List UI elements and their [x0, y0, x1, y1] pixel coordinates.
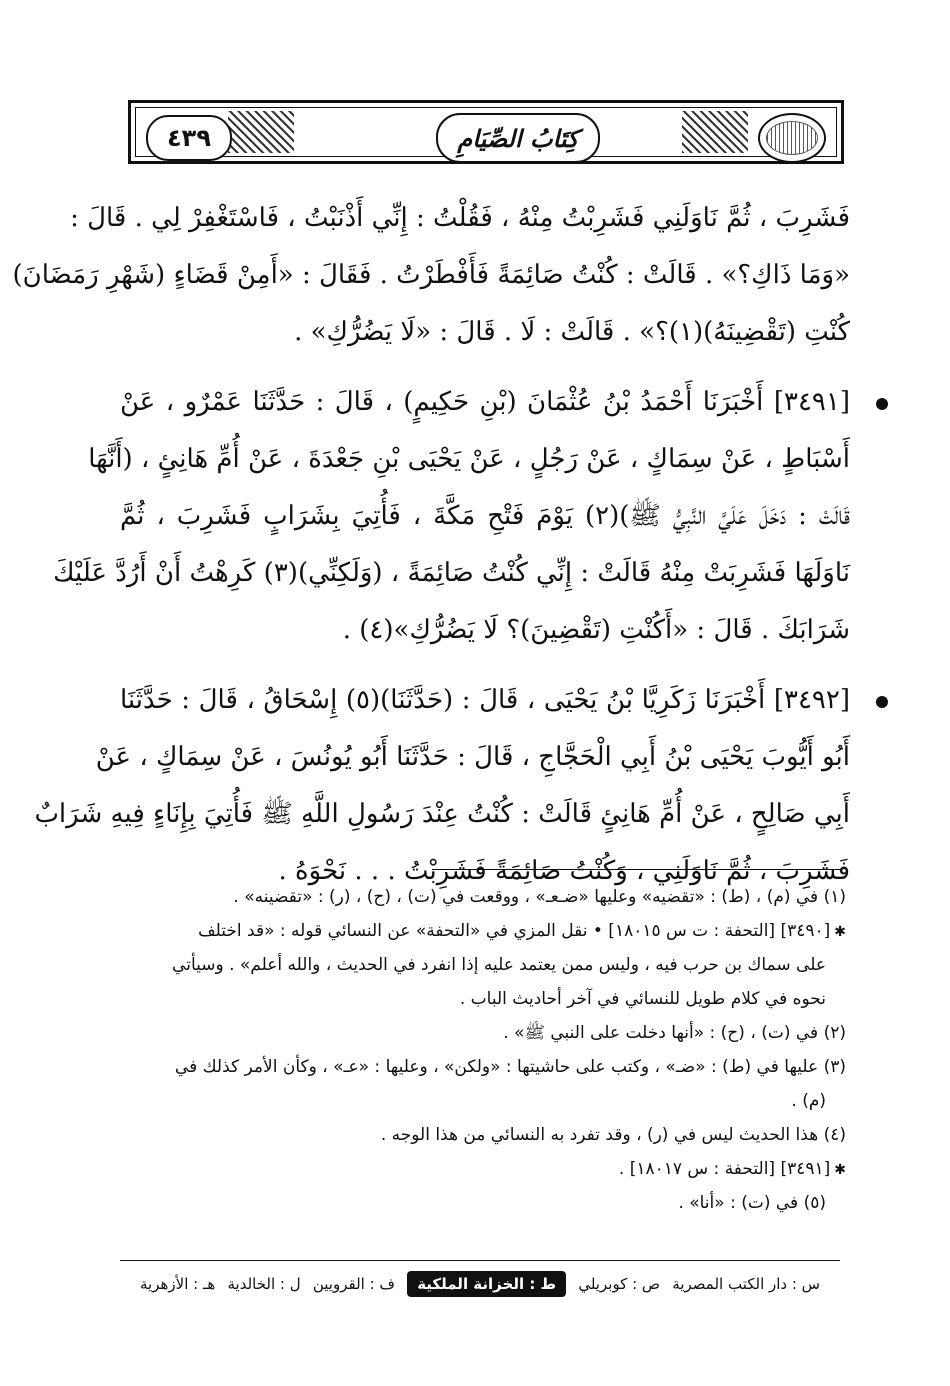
- header-ornament-left: [228, 111, 294, 153]
- footnote: (٤) هذا الحديث ليس في (ر) ، وقد تفرد به النسائي من هذا الوجه .: [380, 1125, 846, 1145]
- hadith-3492: [34, 672, 850, 900]
- main-text: [12, 190, 850, 900]
- page-number-cartouche: [146, 115, 232, 161]
- text-line: أَبُو أَيُّوبَ يَحْيَى بْنُ أَبِي الْحَجَّاجِ ، قَالَ : حَدَّثَنَا أَبُو يُونُسَ ، عَنْ سِمَاكٍ ، عَنْ: [95, 742, 850, 772]
- footnotes: [128, 880, 846, 1220]
- page-header: [128, 100, 844, 164]
- text-line: كُنْتِ (تَقْضِينَهُ)(١)؟» . قَالَتْ : لَا . قَالَ : «لَا يَضُرُّكِ» .: [294, 317, 850, 347]
- footnote-takhrij: ✱ [٣٤٩٠] [التحفة : ت س ١٨٠١٥] • نقل المزي في «التحفة» عن النسائي قوله : «قد اختلف: [128, 914, 846, 948]
- siglum: ف : القرويين: [312, 1275, 395, 1293]
- text-line: أَسْبَاطٍ ، عَنْ سِمَاكٍ ، عَنْ رَجُلٍ ، عَنْ يَحْيَى بْنِ جَعْدَةَ ، عَنْ أُمِّ هَانِئٍ ، (أَنَّهَا: [88, 444, 850, 474]
- siglum: ص : كوبريلي: [578, 1275, 661, 1293]
- header-ornament-right: [682, 111, 748, 153]
- text-line: [٣٤٩١] أَخْبَرَنَا أَحْمَدُ بْنُ عُثْمَانَ (بْنِ حَكِيمٍ) ، قَالَ : حَدَّثَنَا عَمْرٌو ، عَنْ: [120, 387, 850, 417]
- bullet-icon: [876, 696, 888, 708]
- footnote: (١) في (م) ، (ط) : «تقضيه» وعليها «ضـعـ» ، ووقعت في (ت) ، (ح) ، (ر) : «تقضينه» .: [233, 887, 846, 907]
- text-line: فَشَرِبَ ، ثُمَّ نَاوَلَنِي ، وَكُنْتُ صَائِمَةً فَشَرِبْتُ . . . نَحْوَهُ .: [278, 856, 850, 886]
- footnote-takhrij: ✱ [٣٤٩١] [التحفة : س ١٨٠١٧] .: [128, 1152, 846, 1186]
- page-number: ٤٣٩: [167, 124, 211, 152]
- text-line: شَرَابَكَ . قَالَ : «أَكُنْتِ (تَقْضِينَ)؟ لَا يَضُرُّكِ»(٤) .: [342, 615, 850, 645]
- siglum: س : دار الكتب المصرية: [672, 1275, 820, 1293]
- footnote: (٢) في (ت) ، (ح) : «أنها دخلت على النبي ﷺ» .: [503, 1023, 846, 1043]
- header-frame: [135, 107, 837, 157]
- siglum: ل : الخالدية: [227, 1275, 301, 1293]
- siglum-highlighted: ط : الخزانة الملكية: [407, 1271, 566, 1297]
- footnote: (٥) في (ت) : «أنا» .: [678, 1193, 826, 1213]
- footnote-continuation: (م) .: [791, 1091, 826, 1111]
- running-title-cartouche: [436, 113, 600, 163]
- text-line: نَاوَلَهَا فَشَرِبَتْ مِنْهُ قَالَتْ : إِنِّي كُنْتُ صَائِمَةً ، (وَلَكِنِّي)(٣) كَرِهْتُ أَنْ أَرُدَّ عَلَيْكَ: [53, 558, 850, 588]
- text-line: أَبِي صَالِحٍ ، عَنْ أُمِّ هَانِئٍ قَالَتْ : كُنْتُ عِنْدَ رَسُولِ اللَّهِ ﷺ فَأُتِيَ بِإِنَاءٍ فِيهِ شَرَابٌ: [34, 799, 850, 829]
- hadith-3491: [53, 374, 850, 659]
- running-title: كِتَابُ الصِّيَامِ: [457, 123, 579, 153]
- siglum: هـ : الأزهرية: [140, 1275, 216, 1293]
- text-line: [٣٤٩٢] أَخْبَرَنَا زَكَرِيَّا بْنُ يَحْيَى ، قَالَ : (حَدَّثَنَا)(٥) إِسْحَاقُ ، قَالَ : حَدَّثَنَا: [120, 685, 850, 715]
- text-line: «وَمَا ذَاكِ؟» . قَالَتْ : كُنْتُ صَائِمَةً فَأَفْطَرْتُ . فَقَالَ : «أَمِنْ قَضَاءٍ (شَهْرِ رَمَضَانَ): [12, 260, 850, 290]
- sigla-separator: [120, 1260, 840, 1261]
- footnote: (٣) عليها في (ط) : «ضـ» ، وكتب على حاشيتها : «ولكن» ، وعليها : «عـ» ، وكأن الأمر كذلك في: [174, 1057, 846, 1077]
- text-line: قَالَتْ : دَخَلَ عَلَيَّ النَّبِيُّ ﷺ)(٢) يَوْمَ فَتْحِ مَكَّةَ ، فَأُتِيَ بِشَرَابٍ فَشَرِبَ ، ثُمَّ: [120, 501, 850, 531]
- seal-calligraphy: [766, 121, 818, 155]
- text-line: فَشَرِبَ ، ثُمَّ نَاوَلَنِي فَشَرِبْتُ مِنْهُ ، فَقُلْتُ : إِنِّي أَذْنَبْتُ ، فَاسْتَغْفِرْ لِي . قَالَ :: [70, 203, 850, 233]
- footnote-separator: [432, 869, 842, 870]
- publisher-seal-logo: [758, 113, 826, 163]
- footnote-continuation: على سماك بن حرب فيه ، وليس ممن يعتمد عليه إذا انفرد في الحديث ، والله أعلم» . وسيأتي: [172, 955, 826, 975]
- footnote-continuation: نحوه في كلام طويل للنسائي في آخر أحاديث الباب .: [459, 989, 826, 1009]
- manuscript-sigla-legend: [140, 1265, 820, 1303]
- bullet-icon: [876, 398, 888, 410]
